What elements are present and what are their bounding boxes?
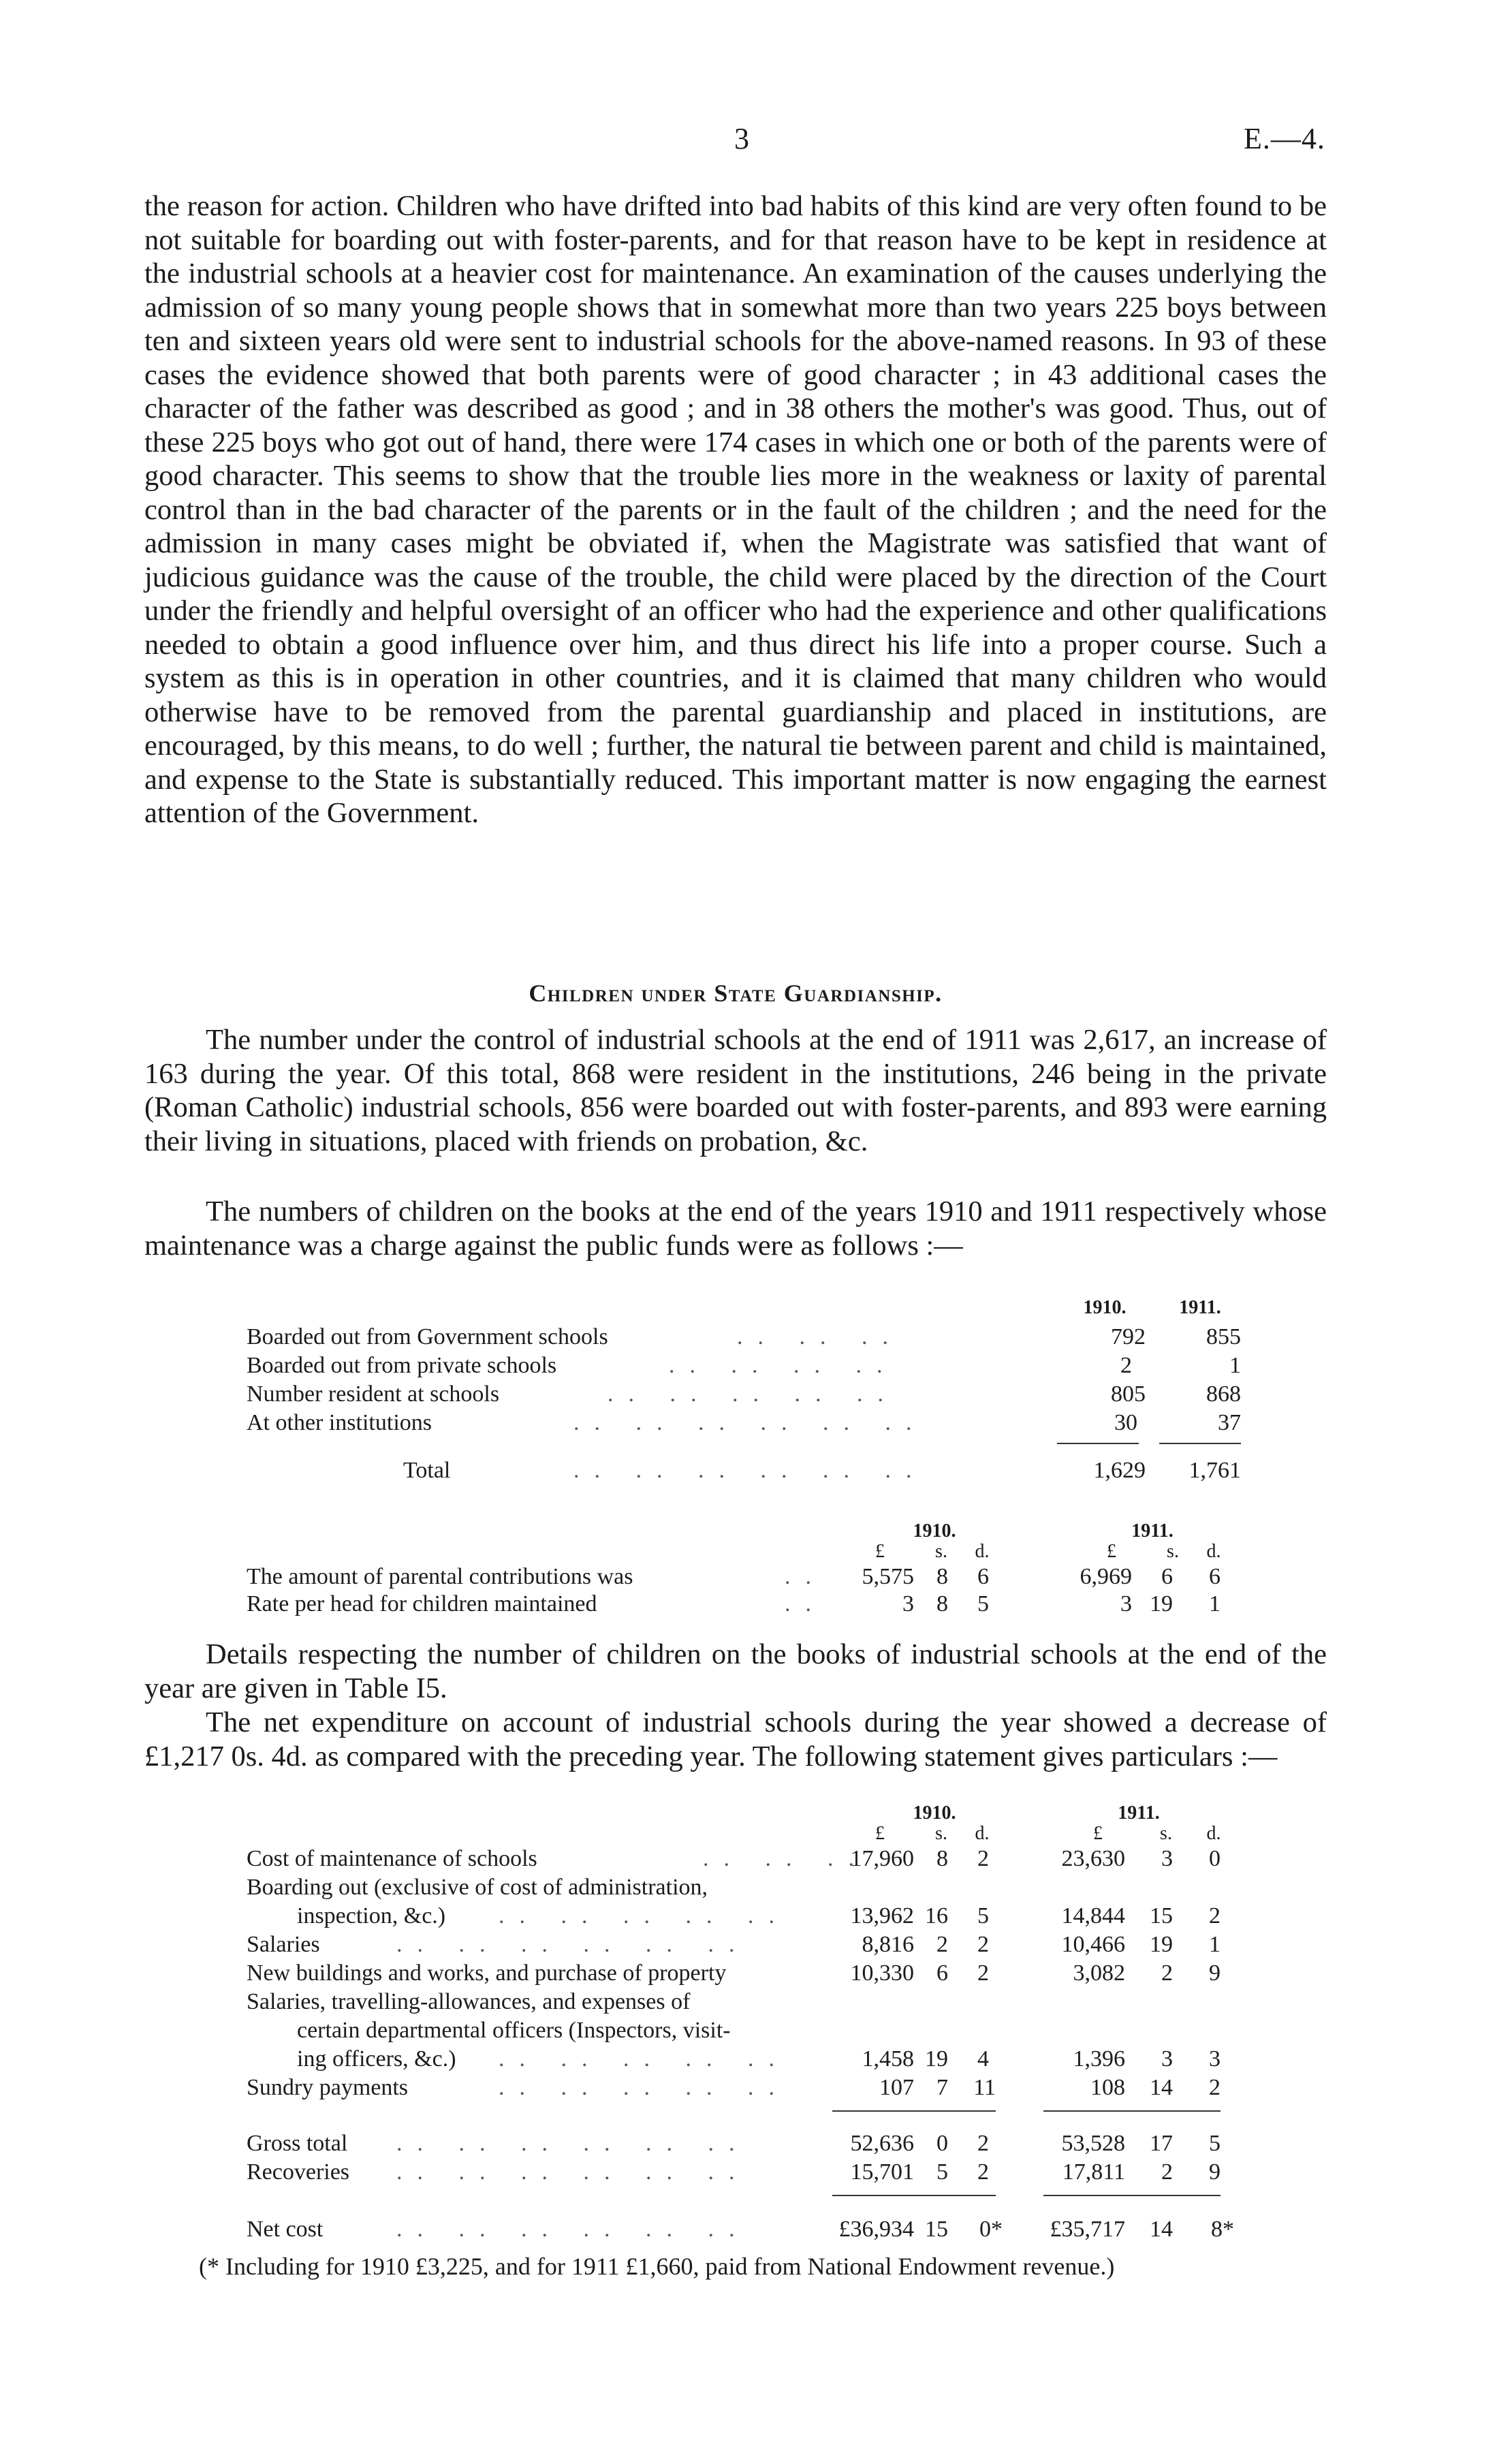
pence-1910: 11 [973, 2075, 996, 2100]
shillings-1911: 2 [1161, 2159, 1173, 2185]
row-label: The amount of parental contributions was [247, 1564, 633, 1589]
pence-1910: 2 [977, 1932, 989, 1957]
value-1910: 792 [1111, 1324, 1146, 1349]
page-header [0, 121, 1512, 162]
amount-shillings-1911: 6 [1161, 1564, 1173, 1589]
total-rule-1911 [1159, 1443, 1241, 1444]
shillings-1910: 5 [936, 2159, 948, 2185]
pounds-1911: 17,811 [1062, 2159, 1125, 2185]
paragraph-numbers-on-books: The numbers of children on the books at the end of the years 1910 and 1911 respectively whose maintenance was a charge against the public funds were as follows :— [144, 1195, 1327, 1262]
column-header-1910: 1910. [913, 1520, 956, 1542]
leader-dots: .. .. .. .. .. .. [396, 2159, 750, 2185]
leader-dots: .. .. .. .. .. .. [396, 1932, 750, 1957]
pounds-1911: 10,466 [1061, 1932, 1125, 1957]
column-header-1910: 1910. [1083, 1297, 1127, 1318]
column-header-1911: 1911. [1179, 1297, 1221, 1318]
pounds-1910: 1,458 [862, 2046, 914, 2072]
shillings-1910: 15 [925, 2217, 948, 2242]
net-rule-1910 [832, 2195, 996, 2196]
amount-shillings-1910: 8 [936, 1564, 948, 1589]
shillings-1911: 2 [1161, 1960, 1173, 1986]
pence-1911: 9 [1209, 1960, 1220, 1986]
rate-shillings-1910: 8 [936, 1591, 948, 1616]
row-label: At other institutions [247, 1410, 432, 1435]
pence-1911: 3 [1209, 2046, 1220, 2072]
amount-pounds-1910: 5,575 [862, 1564, 914, 1589]
shillings-1911: 19 [1150, 1932, 1173, 1957]
shillings-1910: 6 [936, 1960, 948, 1986]
value-1911: 868 [1206, 1381, 1241, 1407]
value-1911: 855 [1206, 1324, 1241, 1349]
total-label: Total [403, 1458, 451, 1483]
pounds-1911: 108 [1090, 2075, 1125, 2100]
shillings-1911: 15 [1150, 1903, 1173, 1928]
row-label: Sundry payments [247, 2075, 409, 2100]
pence-1911: 8* [1211, 2217, 1234, 2242]
amount-pence-1910: 6 [977, 1564, 989, 1589]
row-label: Number resident at schools [247, 1381, 500, 1407]
row-label: Net cost [247, 2217, 324, 2242]
row-label: Rate per head for children maintained [247, 1591, 597, 1616]
unit-pence: d. [1206, 1541, 1221, 1562]
pounds-1910: 15,701 [850, 2159, 914, 2185]
leader-dots: .. .. .. .. .. [608, 1381, 898, 1407]
unit-pence: d. [975, 1541, 990, 1562]
children-table [247, 1297, 1268, 1501]
page-number: 3 [734, 122, 749, 155]
row-label-continued: ing officers, &c.) [297, 2046, 456, 2072]
leader-dots: .. .. .. [703, 1846, 869, 1871]
row-label: Recoveries [247, 2159, 350, 2185]
shillings-1910: 8 [936, 1846, 948, 1871]
unit-pounds: £ [875, 1823, 885, 1844]
footnote: (* Including for 1910 £3,225, and for 1911 £1,660, paid from National Endowment revenue.) [199, 2253, 1115, 2280]
rate-pounds-1911: 3 [1120, 1591, 1132, 1616]
leader-dots: .. .. .. .. .. [499, 2046, 789, 2072]
pounds-1911: 23,630 [1061, 1846, 1125, 1871]
leader-dots: .. .. .. .. .. [499, 1903, 789, 1928]
row-label: Salaries [247, 1932, 320, 1957]
pounds-1911: 3,082 [1073, 1960, 1125, 1986]
leader-dots: .. .. .. .. [669, 1353, 898, 1378]
total-1910: 1,629 [1093, 1458, 1146, 1483]
shillings-1910: 16 [925, 1903, 948, 1928]
pounds-1910: 13,962 [850, 1903, 914, 1928]
pounds-1910: 8,816 [862, 1932, 914, 1957]
amount-pence-1911: 6 [1209, 1564, 1220, 1589]
rate-pence-1910: 5 [977, 1591, 989, 1616]
leader-dots: .. .. .. .. .. .. [573, 1410, 927, 1435]
row-label-continued: inspection, &c.) [297, 1903, 446, 1928]
column-header-1911: 1911. [1118, 1802, 1160, 1824]
pounds-1910: £36,934 [838, 2217, 914, 2242]
pence-1910: 2 [977, 2131, 989, 2156]
pence-1911: 2 [1209, 2075, 1220, 2100]
rate-pounds-1910: 3 [902, 1591, 914, 1616]
pounds-1911: 53,528 [1061, 2131, 1125, 2156]
row-label: Boarded out from Government schools [247, 1324, 608, 1349]
expenditure-table [247, 1802, 1336, 2266]
amount-pounds-1911: 6,969 [1080, 1564, 1132, 1589]
row-label: Boarding out (exclusive of cost of administration, [247, 1875, 708, 1900]
pounds-1910: 10,330 [850, 1960, 914, 1986]
shillings-1910: 0 [936, 2131, 948, 2156]
total-rule-1910 [1057, 1443, 1139, 1444]
unit-shillings: s. [935, 1823, 947, 1844]
paragraph-reason-for-action: the reason for action. Children who have drifted into bad habits of this kind are very often found to be not suitable for boarding out with foster-parents, and for that reason have to be kept in residence at the industrial schools at a heavier cost for maintenance. An examination of the causes underlying the admission of so many young people shows that in somewhat more than two years 225 boys between ten and sixteen years old were sent to industrial schools for the above-named reasons. In 93 of these cases the evidence showed that both parents were of good character ; in 43 additional cases the character of the father was described as good ; and in 38 others the mother's was good. Thus, out of these 225 boys who got out of hand, there were 174 cases in which one or both of the parents were of good character. This seems to show that the trouble lies more in the weakness or laxity of parental control than in the bad character of the parents or in the fault of the children ; and the need for the admission in many cases might be obviated if, when the Magistrate was satisfied that want of judicious guidance was the cause of the trouble, the child were placed by the direction of the Court under the friendly and helpful oversight of an officer who had the experience and other qualifications needed to obtain a good influence over him, and thus direct his life into a proper course. Such a system as this is in operation in other countries, and it is claimed that many children who would otherwise have to be removed from the parental guardianship and placed in institutions, are encouraged, by this means, to do well ; further, the natural tie between parent and child is maintained, and expense to the State is substantially reduced. This important matter is now engaging the earnest attention of the Government. [144, 190, 1327, 829]
pence-1911: 0 [1209, 1846, 1220, 1871]
paragraph-net-expenditure: The net expenditure on account of industrial schools during the year showed a decrease of £1,217 0s. 4d. as compared with the preceding year. The following statement gives particulars :— [144, 1706, 1327, 1772]
pence-1910: 4 [977, 2046, 989, 2072]
unit-shillings: s. [1167, 1541, 1179, 1562]
leader-dots: .. .. .. [737, 1324, 903, 1349]
pounds-1910: 17,960 [850, 1846, 914, 1871]
row-label-continued: certain departmental officers (Inspectors, visit- [297, 2018, 731, 2043]
pounds-1910: 107 [879, 2075, 914, 2100]
row-label: Gross total [247, 2131, 348, 2156]
section-heading: Children under State Guardianship. [529, 980, 943, 1007]
shillings-1910: 2 [936, 1932, 948, 1957]
pence-1911: 5 [1209, 2131, 1220, 2156]
pence-1910: 2 [977, 1960, 989, 1986]
leader-dots: .. .. .. .. .. [499, 2075, 789, 2100]
total-1911: 1,761 [1188, 1458, 1241, 1483]
unit-pence: d. [975, 1823, 990, 1844]
unit-shillings: s. [1160, 1823, 1172, 1844]
unit-pounds: £ [875, 1541, 885, 1562]
pounds-1910: 52,636 [850, 2131, 914, 2156]
shillings-1911: 3 [1161, 1846, 1173, 1871]
unit-pence: d. [1206, 1823, 1221, 1844]
leader-dots: .. .. .. .. .. .. [573, 1458, 927, 1483]
leader-dots: .. [785, 1564, 826, 1589]
rate-shillings-1911: 19 [1150, 1591, 1173, 1616]
column-header-1911: 1911. [1131, 1520, 1174, 1542]
leader-dots: .. .. .. .. .. .. [396, 2131, 750, 2156]
pence-1911: 2 [1209, 1903, 1220, 1928]
pounds-1911: £35,717 [1050, 2217, 1125, 2242]
pence-1911: 1 [1209, 1932, 1220, 1957]
paragraph-number-under-control: The number under the control of industrial schools at the end of 1911 was 2,617, an increase of 163 during the year. Of this total, 868 were resident in the institutions, 246 being in the private (Roman Catholic) industrial schools, 856 were boarded out with foster-parents, and 893 were earning their living in situations, placed with friends on probation, &c. [144, 1024, 1327, 1157]
value-1910: 805 [1111, 1381, 1146, 1407]
value-1910: 2 [1120, 1353, 1132, 1378]
column-header-1910: 1910. [913, 1802, 956, 1824]
value-1911: 1 [1229, 1353, 1241, 1378]
row-label: Cost of maintenance of schools [247, 1846, 537, 1871]
pence-1910: 5 [977, 1903, 989, 1928]
shillings-1911: 14 [1150, 2075, 1173, 2100]
pence-1911: 9 [1209, 2159, 1220, 2185]
row-label: New buildings and works, and purchase of property [247, 1960, 727, 1986]
net-rule-1911 [1043, 2195, 1220, 2196]
pence-1910: 0* [979, 2217, 1003, 2242]
value-1910: 30 [1114, 1410, 1137, 1435]
subtotal-rule-1910 [832, 2110, 996, 2112]
page-reference: E.—4. [1244, 122, 1325, 155]
paragraph-details-table: Details respecting the number of children on the books of industrial schools at the end of the year are given in Table I5. [144, 1638, 1327, 1704]
row-label: Salaries, travelling-allowances, and expenses of [247, 1989, 691, 2014]
unit-pounds: £ [1107, 1541, 1116, 1562]
contributions-table [247, 1520, 1268, 1623]
pence-1910: 2 [977, 2159, 989, 2185]
pounds-1911: 1,396 [1073, 2046, 1125, 2072]
shillings-1911: 14 [1150, 2217, 1173, 2242]
shillings-1910: 7 [936, 2075, 948, 2100]
leader-dots: .. .. .. .. .. .. [396, 2217, 750, 2242]
shillings-1911: 3 [1161, 2046, 1173, 2072]
row-label: Boarded out from private schools [247, 1353, 557, 1378]
unit-pounds: £ [1093, 1823, 1103, 1844]
shillings-1910: 19 [925, 2046, 948, 2072]
pence-1910: 2 [977, 1846, 989, 1871]
leader-dots: .. [785, 1591, 826, 1616]
value-1911: 37 [1218, 1410, 1241, 1435]
shillings-1911: 17 [1150, 2131, 1173, 2156]
unit-shillings: s. [935, 1541, 947, 1562]
rate-pence-1911: 1 [1209, 1591, 1220, 1616]
subtotal-rule-1911 [1043, 2110, 1220, 2112]
pounds-1911: 14,844 [1061, 1903, 1125, 1928]
